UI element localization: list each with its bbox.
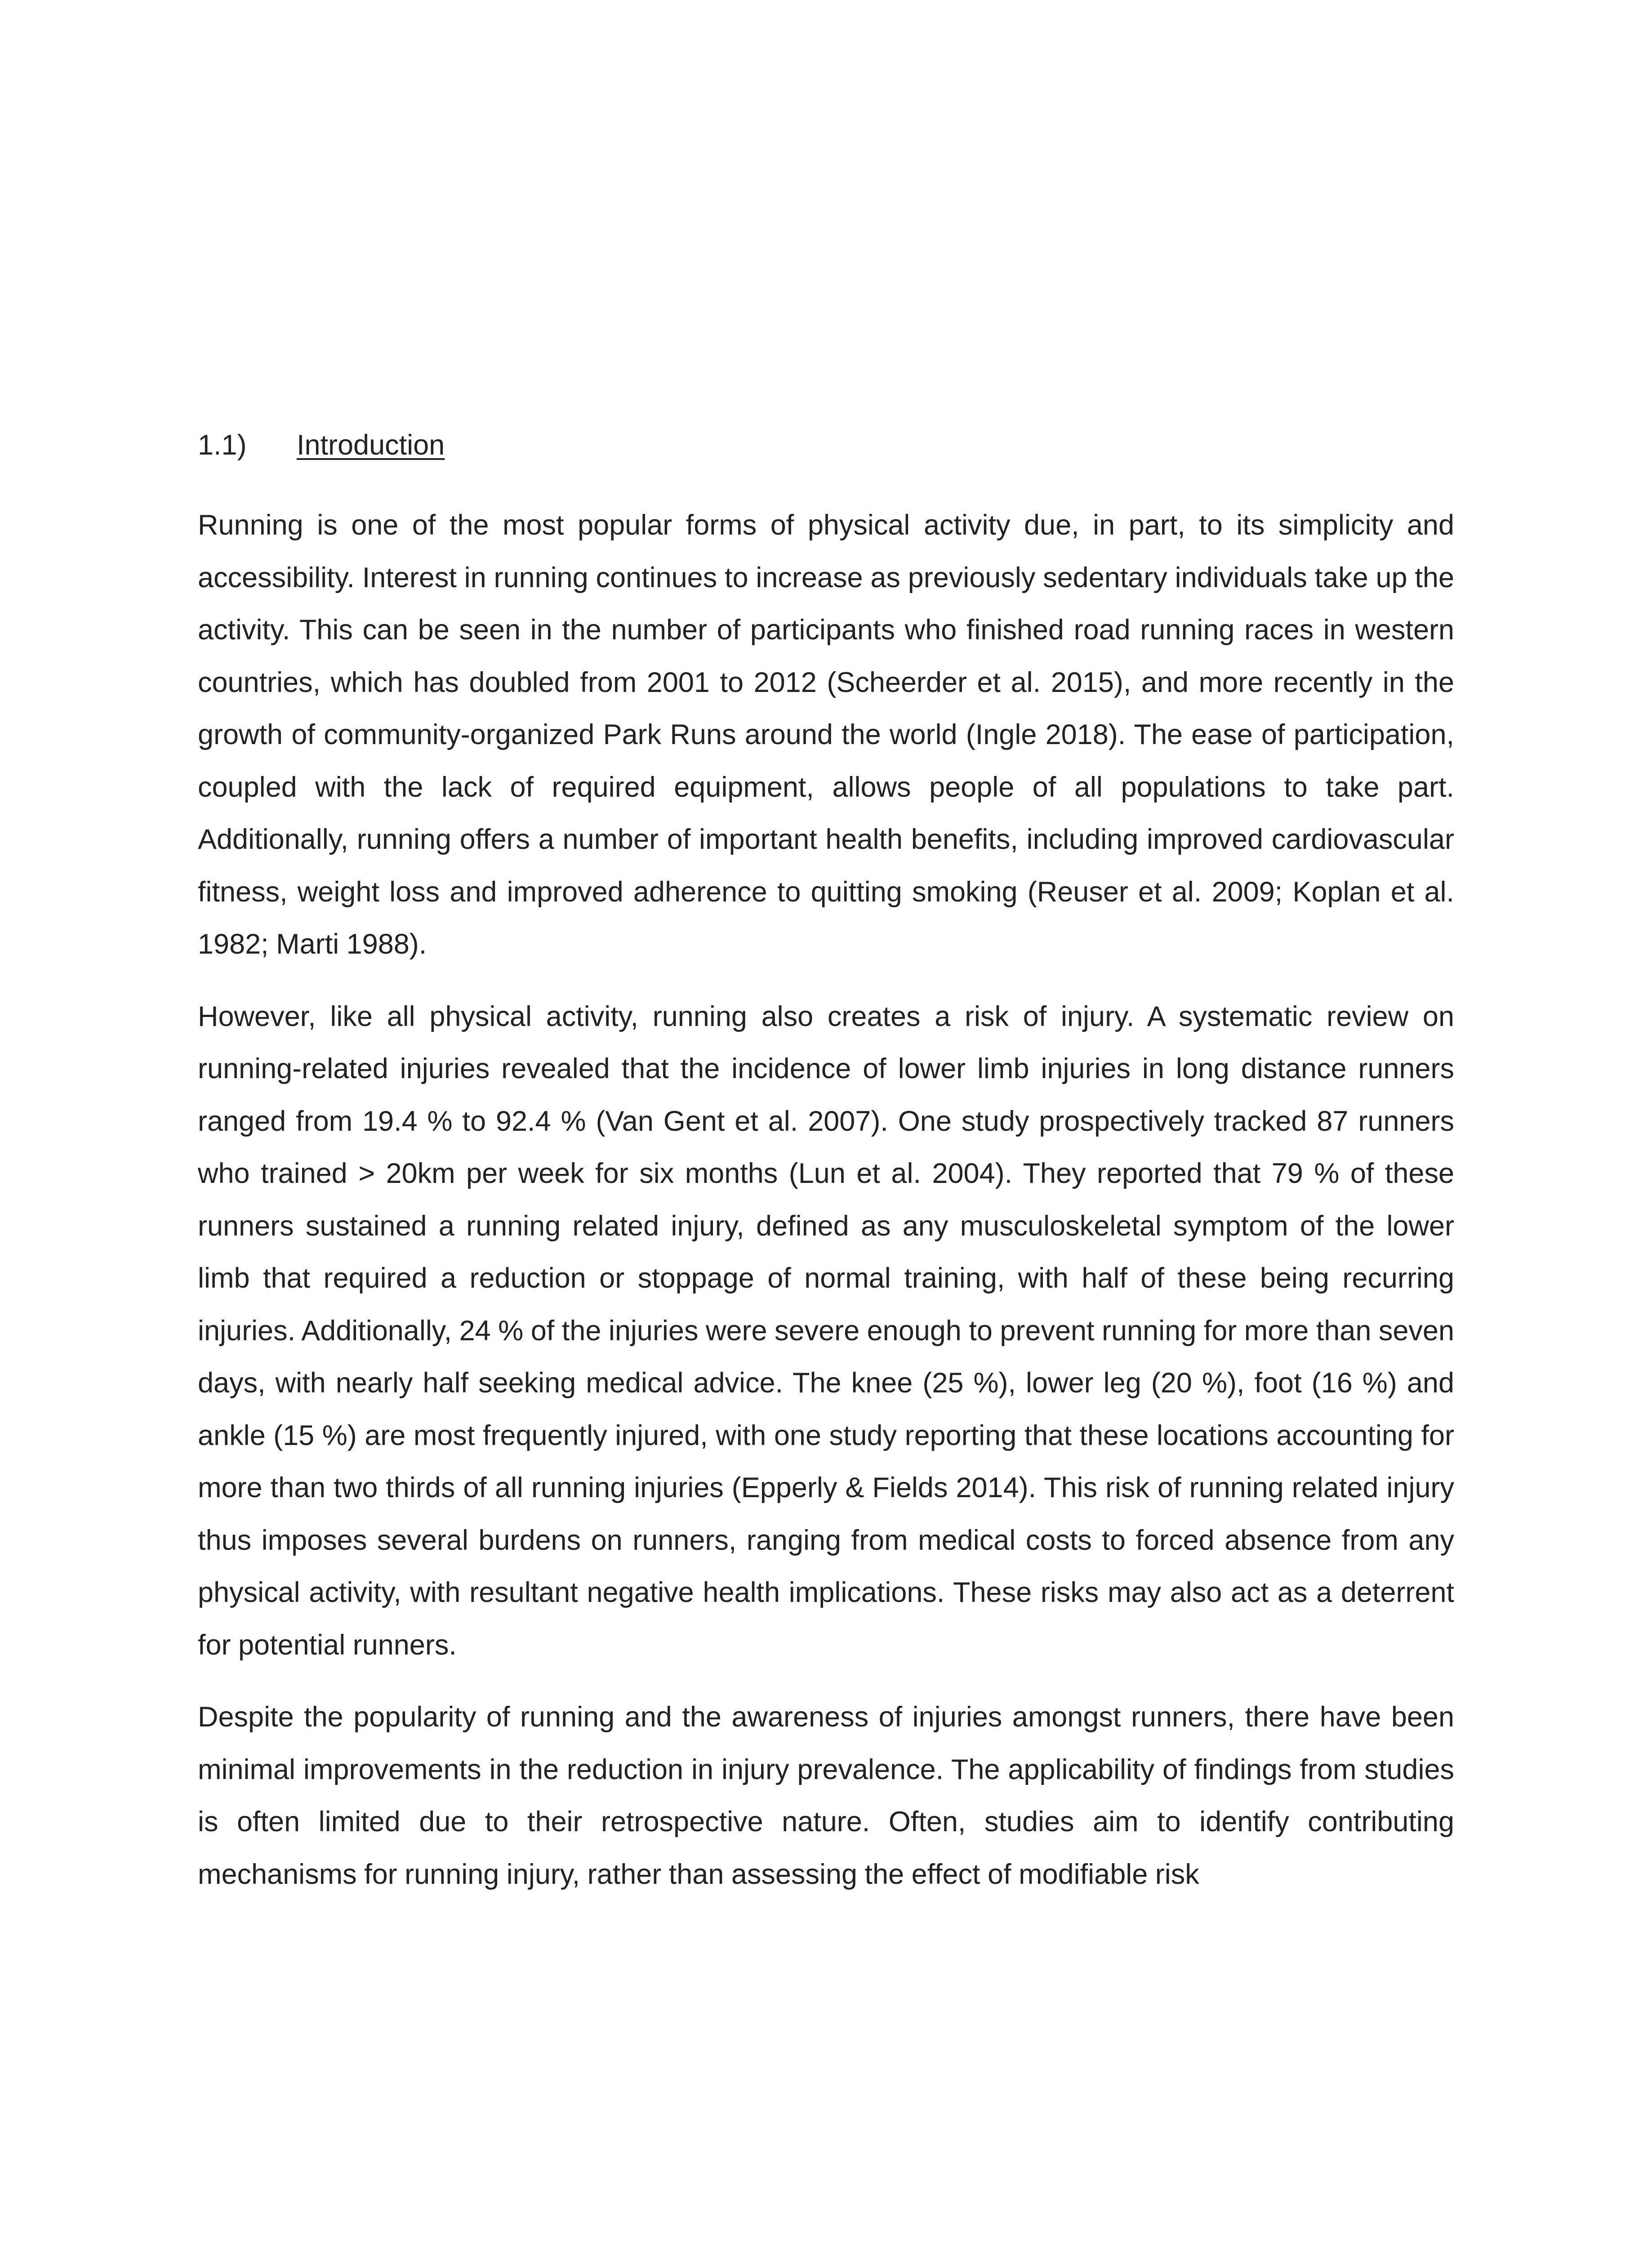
section-title: Introduction [297, 429, 445, 461]
paragraph-1: Running is one of the most popular forms of physical activity due, in part, to its simplicity and accessibility. Interest in running continues to increase as previously sedentary individuals take up the activity. This can be seen in the number of participants who finished road running races in western countries, which has doubled from 2001 to 2012 (Scheerder et al. 2015), and more recently in the growth of community-organized Park Runs around the world (Ingle 2018). The ease of participation, coupled with the lack of required equipment, allows people of all populations to take part. Additionally, running offers a number of important health benefits, including improved cardiovascular fitness, weight loss and improved adherence to quitting smoking (Reuser et al. 2009; Koplan et al. 1982; Marti 1988). [198, 509, 1454, 960]
paragraph-2: However, like all physical activity, running also creates a risk of injury. A systematic review on running-related injuries revealed that the incidence of lower limb injuries in long distance runners ranged from 19.4 % to 92.4 % (Van Gent et al. 2007). One study prospectively tracked 87 runners who trained > 20km per week for six months (Lun et al. 2004). They reported that 79 % of these runners sustained a running related injury, defined as any musculoskeletal symptom of the lower limb that required a reduction or stoppage of normal training, with half of these being recurring injuries. Additionally, 24 % of the injuries were severe enough to prevent running for more than seven days, with nearly half seeking medical advice. The knee (25 %), lower leg (20 %), foot (16 %) and ankle (15 %) are most frequently injured, with one study reporting that these locations accounting for more than two thirds of all running injuries (Epperly & Fields 2014). This risk of running related injury thus imposes several burdens on runners, ranging from medical costs to forced absence from any physical activity, with resultant negative health implications. These risks may also act as a deterrent for potential runners. [198, 1000, 1454, 1661]
section-number: 1.1) [198, 429, 247, 461]
section-heading [198, 427, 445, 463]
body-text [198, 499, 1454, 1920]
paragraph-3: Despite the popularity of running and the awareness of injuries amongst runners, there have been minimal improvements in the reduction in injury prevalence. The applicability of findings from studies is often limited due to their retrospective nature. Often, studies aim to identify contributing mechanisms for running injury, rather than assessing the effect of modifiable risk [198, 1701, 1454, 1890]
